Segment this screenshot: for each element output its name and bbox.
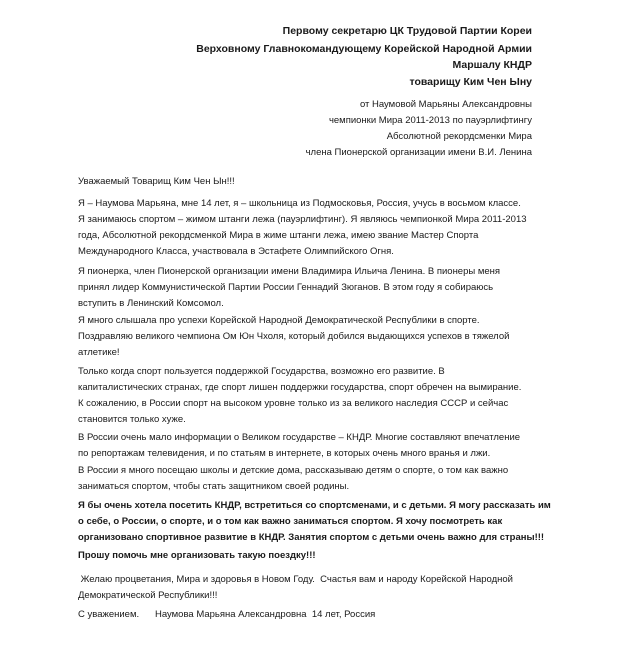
text-line: капиталистических странах, где спорт лишен поддержки государства, спорт обречен на вымирание.	[78, 382, 522, 393]
paragraph-help-request	[78, 548, 538, 564]
sender-line-3: Абсолютной рекордсменки Мира	[386, 131, 532, 142]
paragraph-state-support	[78, 364, 538, 428]
paragraph-schools	[78, 463, 538, 495]
paragraph-intro	[78, 196, 538, 260]
addressee-line-2: Верховному Главнокомандующему Корейской Народной Армии	[196, 43, 532, 55]
paragraph-wishes	[78, 572, 538, 604]
text-line: Я – Наумова Марьяна, мне 14 лет, я – школьница из Подмосковья, Россия, учусь в восьмом классе.	[78, 198, 521, 209]
sender-line-4: члена Пионерской организации имени В.И. Ленина	[305, 147, 532, 158]
greeting-text: Уважаемый Товарищ Ким Чен Ын!!!	[78, 176, 235, 187]
text-line: К сожалению, в России спорт на высоком уровне только из за великого наследия СССР и сейчас	[78, 398, 509, 409]
text-line: Поздравляю великого чемпиона Ом Юн Чхоля, который добился выдающихся успехов в тяжелой	[78, 331, 510, 342]
text-line: Демократической Республики!!!	[78, 590, 218, 601]
text-line: года, Абсолютной рекордсменкой Мира в жиме штанги лежа, имею звание Мастер Спорта	[78, 230, 479, 241]
text-line: Прошу помочь мне организовать такую поездку!!!	[78, 550, 316, 561]
text-line: атлетике!	[78, 347, 120, 358]
text-line: вступить в Ленинский Комсомол.	[78, 298, 224, 309]
addressee-line-1: Первому секретарю ЦК Трудовой Партии Кореи	[282, 25, 532, 37]
text-line: о себе, о России, о спорте, и о том как важно заниматься спортом. Я хочу посмотреть как	[78, 516, 503, 527]
sender-line-2: чемпионки Мира 2011-2013 по пауэрлифтингу	[328, 115, 532, 126]
text-line: принял лидер Коммунистической Партии России Геннадий Зюганов. В этом году я собираюсь	[78, 282, 494, 293]
text-line: по репортажам телевидения, и по статьям в интернете, в которых очень много вранья и лжи.	[78, 448, 491, 459]
text-line: Я пионерка, член Пионерской организации имени Владимира Ильича Ленина. В пионеры меня	[78, 266, 501, 277]
closing-text: С уважением. Наумова Марьяна Александровна 14 лет, Россия	[78, 609, 376, 620]
text-line: Я много слышала про успехи Корейской Народной Демократической Республики в спорте.	[78, 315, 480, 326]
text-line: Только когда спорт пользуется поддержкой Государства, возможно его развитие. В	[78, 366, 445, 377]
paragraph-information	[78, 430, 538, 462]
addressee-line-4: товарищу Ким Чен Ыну	[409, 76, 532, 88]
text-line: В России очень мало информации о Великом государстве – КНДР. Многие составляют впечатление	[78, 432, 521, 443]
text-line: В России я много посещаю школы и детские дома, рассказываю детям о спорте, о том как важно	[78, 465, 509, 476]
text-line: Я бы очень хотела посетить КНДР, встретиться со спортсменами, и с детьми. Я могу рассказать им	[78, 500, 551, 511]
text-line: организовано спортивное развитие в КНДР. Занятия спортом с детьми очень важно для страны!!!	[78, 532, 545, 543]
sender-line-1: от Наумовой Марьяны Александровны	[359, 99, 532, 110]
text-line: Я занимаюсь спортом – жимом штанги лежа (пауэрлифтинг). Я являюсь чемпионкой Мира 2011-2013	[78, 214, 527, 225]
text-line: Желаю процветания, Мира и здоровья в Новом Году. Счастья вам и народу Корейской Народной	[78, 574, 513, 585]
text-line: становится только хуже.	[78, 414, 186, 425]
text-line: Международного Класса, участвовала в Эстафете Олимпийского Огня.	[78, 246, 394, 257]
greeting	[78, 174, 538, 190]
text-line: заниматься спортом, чтобы стать защитником своей родины.	[78, 481, 350, 492]
paragraph-visit-request	[78, 498, 551, 546]
paragraph-pioneer	[78, 264, 538, 312]
addressee-line-3: Маршалу КНДР	[452, 59, 532, 71]
closing	[78, 607, 538, 623]
paragraph-sport-success	[78, 313, 538, 361]
